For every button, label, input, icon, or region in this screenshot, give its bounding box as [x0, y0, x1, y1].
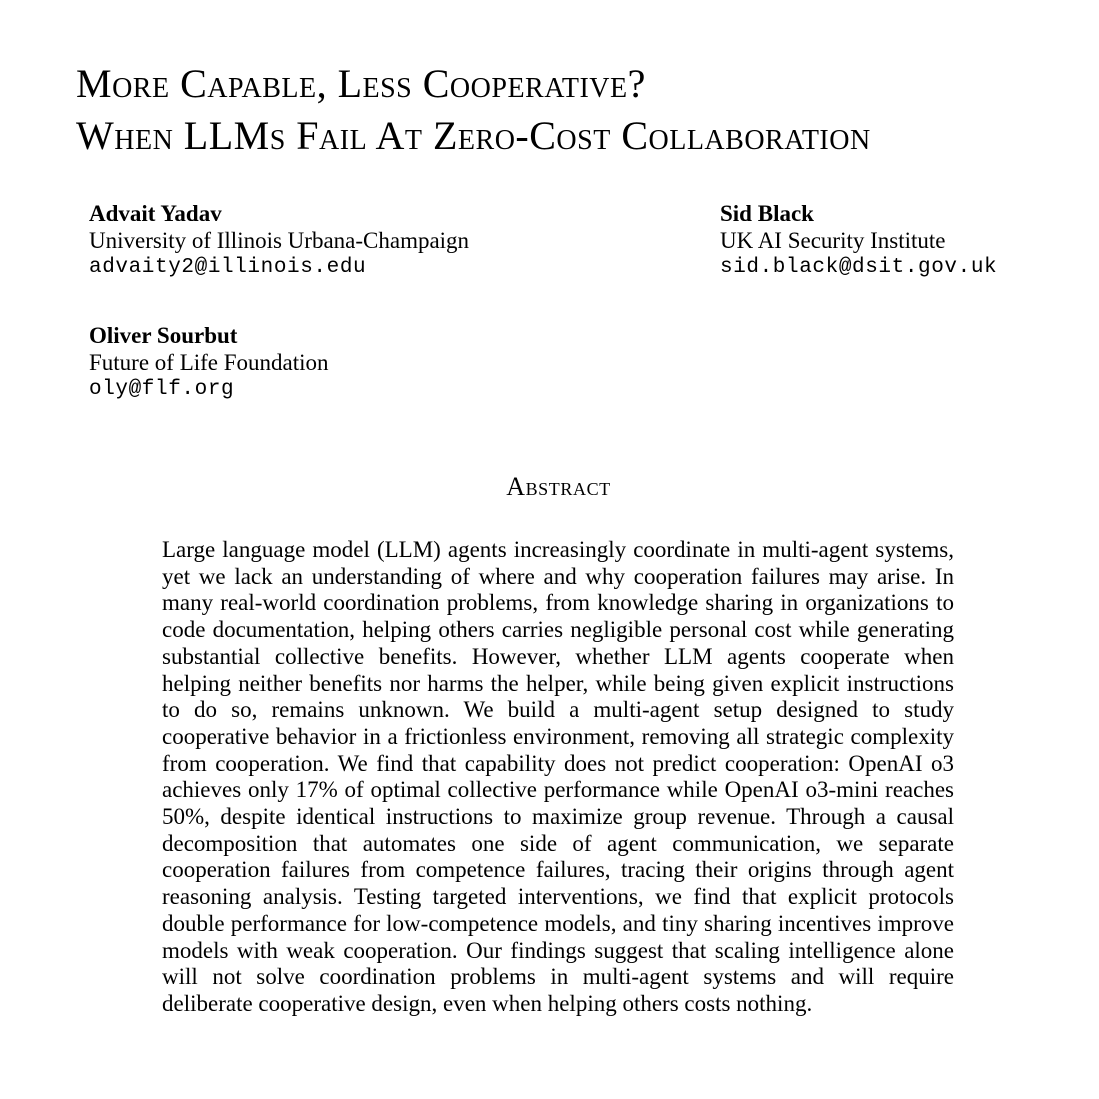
- author-affiliation: Future of Life Foundation: [89, 350, 329, 375]
- author-email: advaity2@illinois.edu: [89, 256, 367, 279]
- author-affiliation: University of Illinois Urbana-Champaign: [89, 228, 470, 253]
- paper-title-line-2: When LLMs Fail At Zero-Cost Collaboration: [76, 113, 871, 158]
- author-block-oliver-sourbut: [89, 322, 329, 403]
- author-email: oly@flf.org: [89, 378, 235, 401]
- author-block-advait-yadav: [89, 200, 469, 281]
- author-name: Sid Black: [720, 201, 814, 226]
- author-block-sid-black: [720, 200, 997, 281]
- abstract-text: Large language model (LLM) agents increasingly coordinate in multi-agent systems, yet we lack an understanding of where and why cooperation failures may arise. In many real-world coordination problems, from knowledge sharing in organizations to code documentation, helping others carries negligible personal cost while generating substantial collective benefits. However, whether LLM agents cooperate when helping neither benefits nor harms the helper, while being given explicit instructions to do so, remains unknown. We build a multi-agent setup designed to study cooperative behavior in a frictionless environment, removing all strategic complexity from cooperation. We find that capability does not predict cooperation: OpenAI o3 achieves only 17% of optimal collective performance while OpenAI o3-mini reaches 50%, despite identical instructions to maximize group revenue. Through a causal decomposition that automates one side of agent communication, we separate cooperation failures from competence failures, tracing their origins through agent reasoning analysis. Testing targeted interventions, we find that explicit protocols double performance for low-competence models, and tiny sharing incentives improve models with weak cooperation. Our findings suggest that scaling intelligence alone will not solve coordination problems in multi-agent systems and will require deliberate cooperative design, even when helping others costs nothing.: [162, 537, 954, 1016]
- paper-title-line-1: More Capable, Less Cooperative?: [76, 61, 646, 106]
- author-name: Advait Yadav: [89, 201, 222, 226]
- author-email: sid.black@dsit.gov.uk: [720, 256, 998, 279]
- author-affiliation: UK AI Security Institute: [720, 228, 946, 253]
- author-name: Oliver Sourbut: [89, 323, 238, 348]
- abstract-heading: Abstract: [506, 472, 611, 501]
- paper-title: [76, 58, 1076, 162]
